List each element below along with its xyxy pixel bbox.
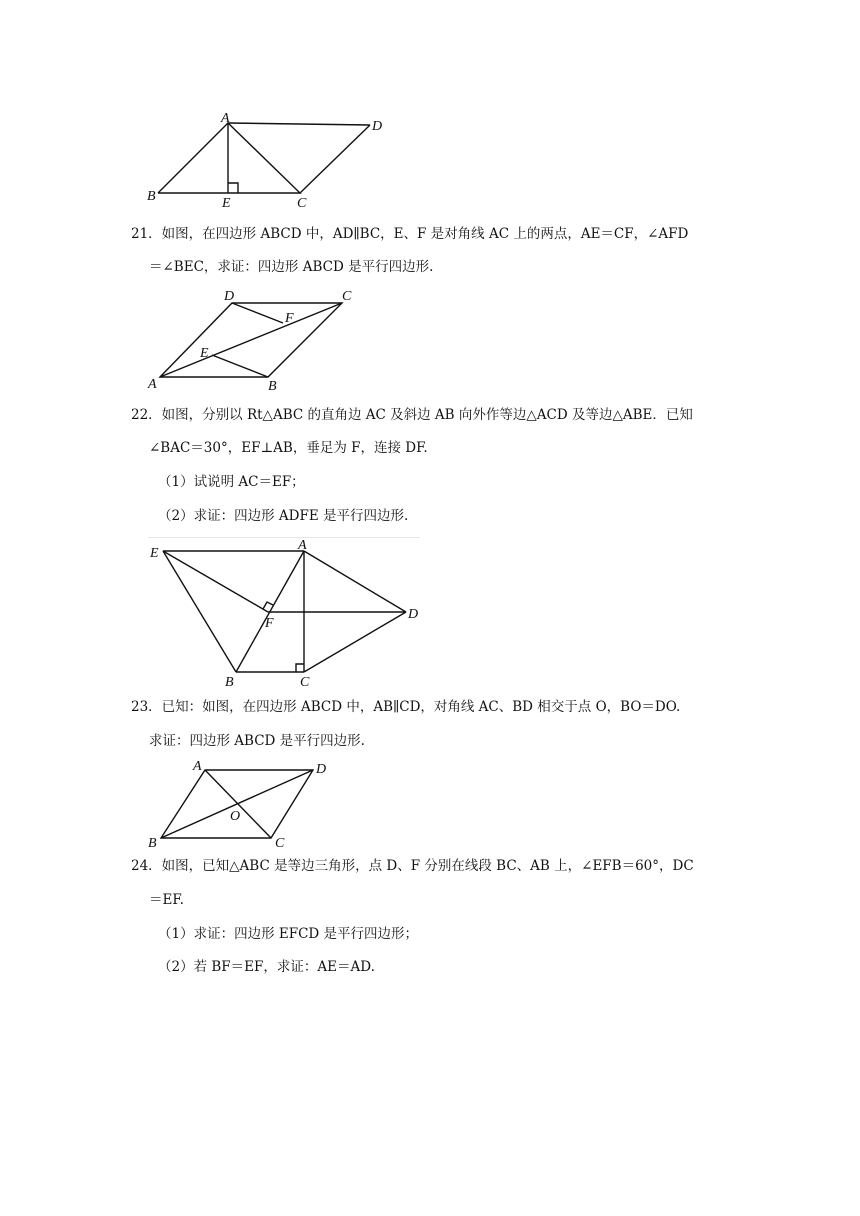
label-b: B bbox=[148, 836, 157, 851]
problem-24-line-2: ＝EF. bbox=[149, 892, 184, 908]
label-d: D bbox=[372, 119, 383, 134]
problem-23-line-1: 23．已知：如图，在四边形 ABCD 中，AB∥CD，对角线 AC、BD 相交于点 O，BO＝DO. bbox=[131, 699, 681, 715]
label-b: B bbox=[225, 675, 234, 690]
label-f: F bbox=[285, 311, 294, 326]
label-e: E bbox=[150, 546, 159, 561]
label-o: O bbox=[230, 809, 241, 824]
problem-21-line-2: ＝∠BEC，求证：四边形 ABCD 是平行四边形. bbox=[149, 259, 434, 275]
label-d: D bbox=[224, 289, 235, 304]
problem-24-question-2: （2）若 BF＝EF，求证：AE＝AD. bbox=[158, 959, 375, 975]
label-c: C bbox=[275, 836, 285, 851]
label-d: D bbox=[408, 607, 419, 622]
label-e: E bbox=[200, 346, 209, 361]
label-a: A bbox=[148, 377, 157, 392]
label-c: C bbox=[297, 196, 307, 211]
label-c: C bbox=[342, 289, 352, 304]
problem-21-line-1: 21．如图，在四边形 ABCD 中，AD∥BC，E、F 是对角线 AC 上的两点，AE＝CF，∠AFD bbox=[131, 226, 689, 242]
label-b: B bbox=[147, 189, 156, 204]
problem-22-question-2: （2）求证：四边形 ADFE 是平行四边形. bbox=[158, 508, 409, 524]
problem-24-line-1: 24．如图，已知△ABC 是等边三角形，点 D、F 分别在线段 BC、AB 上，∠EFB＝60°，DC bbox=[131, 858, 694, 874]
label-c: C bbox=[300, 675, 310, 690]
label-e: E bbox=[222, 196, 231, 211]
problem-24-question-1: （1）求证：四边形 EFCD 是平行四边形； bbox=[158, 926, 419, 942]
label-a: A bbox=[193, 759, 202, 774]
label-b: B bbox=[268, 379, 277, 394]
label-d: D bbox=[316, 762, 327, 777]
label-a: A bbox=[298, 538, 307, 553]
problem-22-line-1: 22．如图，分别以 Rt△ABC 的直角边 AC 及斜边 AB 向外作等边△ACD 及等边△ABE．已知 bbox=[131, 407, 693, 423]
problem-22-line-2: ∠BAC＝30°，EF⊥AB，垂足为 F，连接 DF. bbox=[149, 440, 428, 456]
problem-22-question-1: （1）试说明 AC＝EF； bbox=[158, 474, 305, 490]
problem-23-line-2: 求证：四边形 ABCD 是平行四边形. bbox=[149, 733, 365, 749]
label-a: A bbox=[221, 111, 230, 126]
label-f: F bbox=[265, 616, 274, 631]
